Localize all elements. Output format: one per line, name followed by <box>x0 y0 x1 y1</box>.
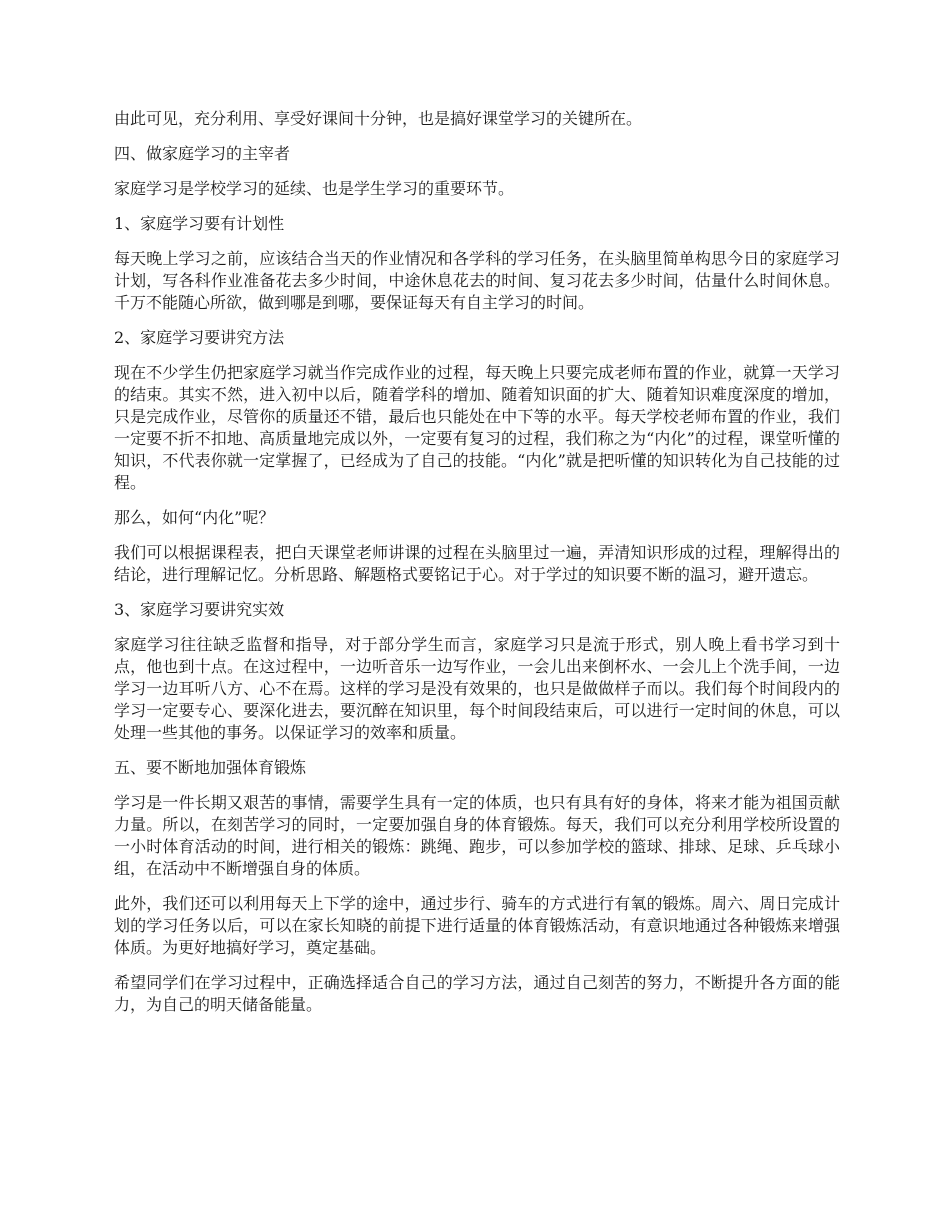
paragraph-aerobic: 此外，我们还可以利用每天上下学的途中，通过步行、骑车的方式进行有氧的锻炼。周六、周日完成计划的学习任务以后，可以在家长知晓的前提下进行适量的体育锻炼活动，有意识地通过各种锻炼来增强体质。为更好地搞好学习，奠定基础。 <box>114 894 840 957</box>
paragraph-conclusion: 由此可见，充分利用、享受好课间十分钟，也是搞好课堂学习的关键所在。 <box>114 109 643 128</box>
paragraph-planning: 每天晚上学习之前，应该结合当天的作业情况和各学科的学习任务，在头脑里简单构思今日的家庭学习计划，写各科作业准备花去多少时间，中途休息花去的时间、复习花去多少时间，估量什么时间休息。千万不能随心所欲，做到哪是到哪，要保证每天有自主学习的时间。 <box>114 249 840 312</box>
document-body <box>114 108 840 1029</box>
subheading-1: 1、家庭学习要有计划性 <box>114 214 285 233</box>
paragraph-method: 现在不少学生仍把家庭学习就当作完成作业的过程，每天晚上只要完成老师布置的作业，就算一天学习的结束。其实不然，进入初中以后，随着学科的增加、随着知识面的扩大、随着知识难度深度的增加，只是完成作业，尽管你的质量还不错，最后也只能处在中下等的水平。每天学校老师布置的作业，我们一定要不折不扣地、高质量地完成以外，一定要有复习的过程，我们称之为“内化”的过程，课堂听懂的知识，不代表你就一定掌握了，已经成为了自己的技能。“内化”就是把听懂的知识转化为自己技能的过程。 <box>114 363 840 492</box>
paragraph-closing: 希望同学们在学习过程中，正确选择适合自己的学习方法，通过自己刻苦的努力，不断提升各方面的能力，为自己的明天储备能量。 <box>114 973 840 1014</box>
paragraph-exercise: 学习是一件长期又艰苦的事情，需要学生具有一定的体质，也只有具有好的身体，将来才能为祖国贡献力量。所以，在刻苦学习的同时，一定要加强自身的体育锻炼。每天，我们可以充分利用学校所设置的一小时体育活动的时间，进行相关的锻炼：跳绳、跑步，可以参加学校的篮球、排球、足球、乒乓球小组，在活动中不断增强自身的体质。 <box>114 793 840 878</box>
paragraph-review: 我们可以根据课程表，把白天课堂老师讲课的过程在头脑里过一遍，弄清知识形成的过程，理解得出的结论，进行理解记忆。分析思路、解题格式要铭记于心。对于学过的知识要不断的温习，避开遗忘。 <box>114 543 840 584</box>
subheading-2: 2、家庭学习要讲究方法 <box>114 328 285 347</box>
section-heading-4: 四、做家庭学习的主宰者 <box>114 144 291 163</box>
section-heading-5: 五、要不断地加强体育锻炼 <box>114 758 307 777</box>
question-internalize: 那么，如何“内化”呢？ <box>114 508 275 527</box>
paragraph-effectiveness: 家庭学习往往缺乏监督和指导，对于部分学生而言，家庭学习只是流于形式，别人晚上看书学习到十点，他也到十点。在这过程中，一边听音乐一边写作业，一会儿出来倒杯水、一会儿上个洗手间，一边学习一边耳听八方、心不在焉。这样的学习是没有效果的，也只是做做样子而以。我们每个时间段内的学习一定要专心、要深化进去，要沉醉在知识里，每个时间段结束后，可以进行一定时间的休息，可以处理一些其他的事务。以保证学习的效率和质量。 <box>114 635 840 742</box>
subheading-3: 3、家庭学习要讲究实效 <box>114 600 285 619</box>
paragraph-home-study-intro: 家庭学习是学校学习的延续、也是学生学习的重要环节。 <box>114 179 515 198</box>
